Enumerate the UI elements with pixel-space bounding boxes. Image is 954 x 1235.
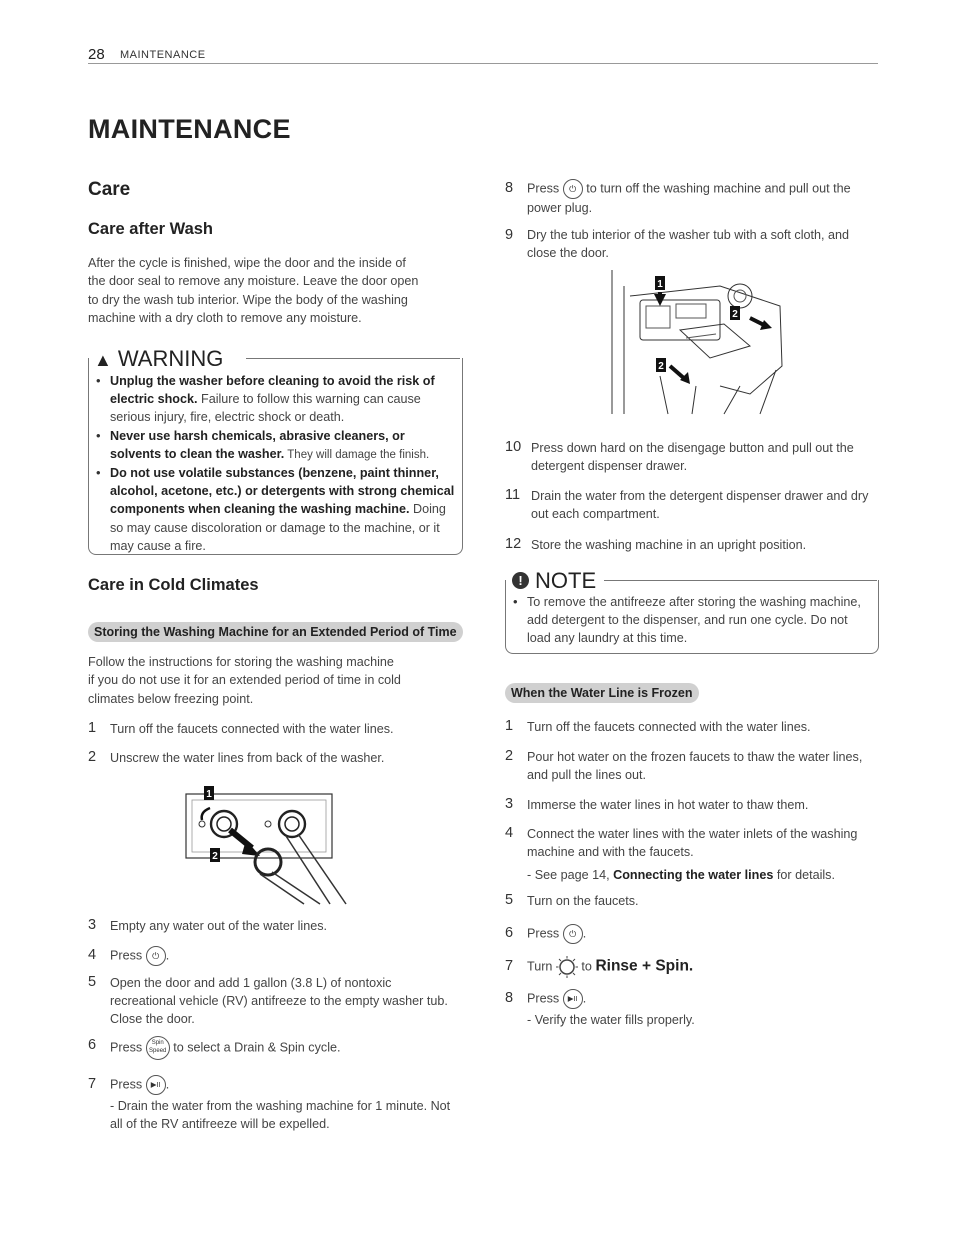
step-number: 5	[505, 892, 514, 908]
step-number: 6	[505, 925, 514, 941]
step-number: 2	[505, 748, 514, 764]
step-number: 3	[505, 796, 514, 812]
step-number: 3	[88, 917, 97, 933]
step-text: Press ▶II .	[110, 1075, 169, 1095]
note-text: To remove the antifreeze after storing the washing machine, add detergent to the dispenser, and run one cycle. Do not load any laundry at this time.	[527, 595, 861, 646]
step-text: Drain the water from the detergent dispenser drawer and dry out each compartment.	[531, 489, 869, 522]
step-text: Press ⏻ to turn off the washing machine and pull out the power plug.	[527, 179, 872, 217]
step-number: 7	[505, 958, 514, 974]
bullet: •	[96, 465, 101, 480]
step-number: 1	[505, 718, 514, 734]
step-text: Press ⏻ .	[110, 946, 169, 966]
power-icon: ⏻	[563, 179, 583, 199]
step-number: 10	[505, 439, 522, 455]
step-text: Empty any water out of the water lines.	[110, 919, 327, 933]
step-text: Press ▶II .	[527, 989, 586, 1009]
care-after-wash-text: After the cycle is finished, wipe the door and the inside of the door seal to remove any moisture. Leave the door open to dry the wash tub interior. Wipe the body of the washing machine with a dry cloth to remove any moisture.	[88, 256, 419, 326]
step-number: 4	[505, 825, 514, 841]
figure-badge-2: 2	[658, 361, 664, 372]
page-number: 28	[88, 46, 105, 63]
step-text: Open the door and add 1 gallon (3.8 L) of nontoxic recreational vehicle (RV) antifreeze to the empty washer tub. Close the door.	[110, 976, 448, 1027]
step-text: Turn off the faucets connected with the water lines.	[110, 722, 394, 736]
note-box-topline	[604, 580, 877, 581]
step-text: Turn on the faucets.	[527, 894, 639, 908]
bullet: •	[96, 373, 101, 388]
play-pause-icon: ▶II	[146, 1075, 166, 1095]
step-text: Store the washing machine in an upright position.	[531, 538, 807, 552]
figure-badge-2: 2	[732, 309, 738, 320]
cold-intro-text: Follow the instructions for storing the washing machine if you do not use it for an extended period of time in cold climates below freezing point.	[88, 655, 401, 706]
cold-climates-heading: Care in Cold Climates	[88, 576, 259, 594]
step-number: 4	[88, 947, 97, 963]
figure-badge-1: 1	[657, 279, 663, 290]
dispenser-drawer-figure	[600, 266, 790, 416]
step-text: Press ⏻ .	[527, 924, 586, 944]
bullet: •	[513, 594, 518, 609]
step-text: Immerse the water lines in hot water to thaw them.	[527, 798, 809, 812]
warning-title: ▲ WARNING	[94, 346, 229, 372]
spin-speed-icon: Spin Speed	[146, 1036, 170, 1060]
step-text: Turn to Rinse + Spin.	[527, 956, 693, 978]
frozen-label: When the Water Line is Frozen	[505, 684, 699, 702]
header-section: MAINTENANCE	[120, 49, 206, 61]
warning-item-1: Unplug the washer before cleaning to avoid the risk of electric shock. Failure to follow this warning can cause serious injury, fire, electric shock or death.	[110, 374, 435, 425]
step-number: 1	[88, 720, 97, 736]
step-number: 6	[88, 1037, 97, 1053]
cycle-dial-icon	[556, 956, 578, 978]
step-number: 8	[505, 180, 514, 196]
warning-box-topline	[246, 358, 460, 359]
water-line-figure	[180, 786, 360, 906]
info-icon: !	[512, 572, 529, 589]
step-text: Pour hot water on the frozen faucets to thaw the water lines, and pull the lines out.	[527, 750, 863, 783]
bullet: •	[96, 428, 101, 443]
step-number: 12	[505, 536, 522, 552]
step-number: 11	[505, 487, 521, 503]
note-title: ! NOTE	[512, 568, 602, 594]
play-pause-icon: ▶II	[563, 989, 583, 1009]
step-number: 9	[505, 227, 514, 243]
step-subtext: - See page 14, Connecting the water lines for details.	[527, 868, 835, 882]
step-subtext: - Verify the water fills properly.	[527, 1013, 695, 1027]
power-icon: ⏻	[146, 946, 166, 966]
header-rule	[88, 63, 878, 64]
care-heading: Care	[88, 179, 131, 200]
page-title: MAINTENANCE	[88, 114, 291, 144]
storing-label: Storing the Washing Machine for an Extended Period of Time	[88, 623, 463, 641]
step-text: Dry the tub interior of the washer tub with a soft cloth, and close the door.	[527, 228, 850, 261]
step-number: 8	[505, 990, 514, 1006]
warning-item-3: Do not use volatile substances (benzene, paint thinner, alcohol, acetone, etc.) or detergents with strong chemical components when cleaning the washing machine. Doing so may cause discoloration or damage to the machine, or it may cause a fire.	[110, 466, 455, 553]
warning-icon: ▲	[94, 350, 112, 370]
step-text: Press Spin Speed to select a Drain & Spin cycle.	[110, 1036, 341, 1060]
step-subtext: - Drain the water from the washing machine for 1 minute. Not all of the RV antifreeze will be expelled.	[110, 1099, 451, 1132]
power-icon: ⏻	[563, 924, 583, 944]
step-number: 7	[88, 1076, 97, 1092]
step-text: Connect the water lines with the water inlets of the washing machine and with the faucets.	[527, 827, 858, 860]
warning-item-2: Never use harsh chemicals, abrasive cleaners, or solvents to clean the washer. They will damage the finish.	[110, 429, 430, 462]
step-text: Press down hard on the disengage button and pull out the detergent dispenser drawer.	[531, 441, 854, 474]
step-number: 2	[88, 749, 97, 765]
figure-badge-2: 2	[212, 851, 218, 862]
figure-badge-1: 1	[206, 789, 212, 800]
step-text: Turn off the faucets connected with the water lines.	[527, 720, 811, 734]
care-after-wash-heading: Care after Wash	[88, 220, 214, 238]
step-number: 5	[88, 974, 97, 990]
step-text: Unscrew the water lines from back of the washer.	[110, 751, 385, 765]
